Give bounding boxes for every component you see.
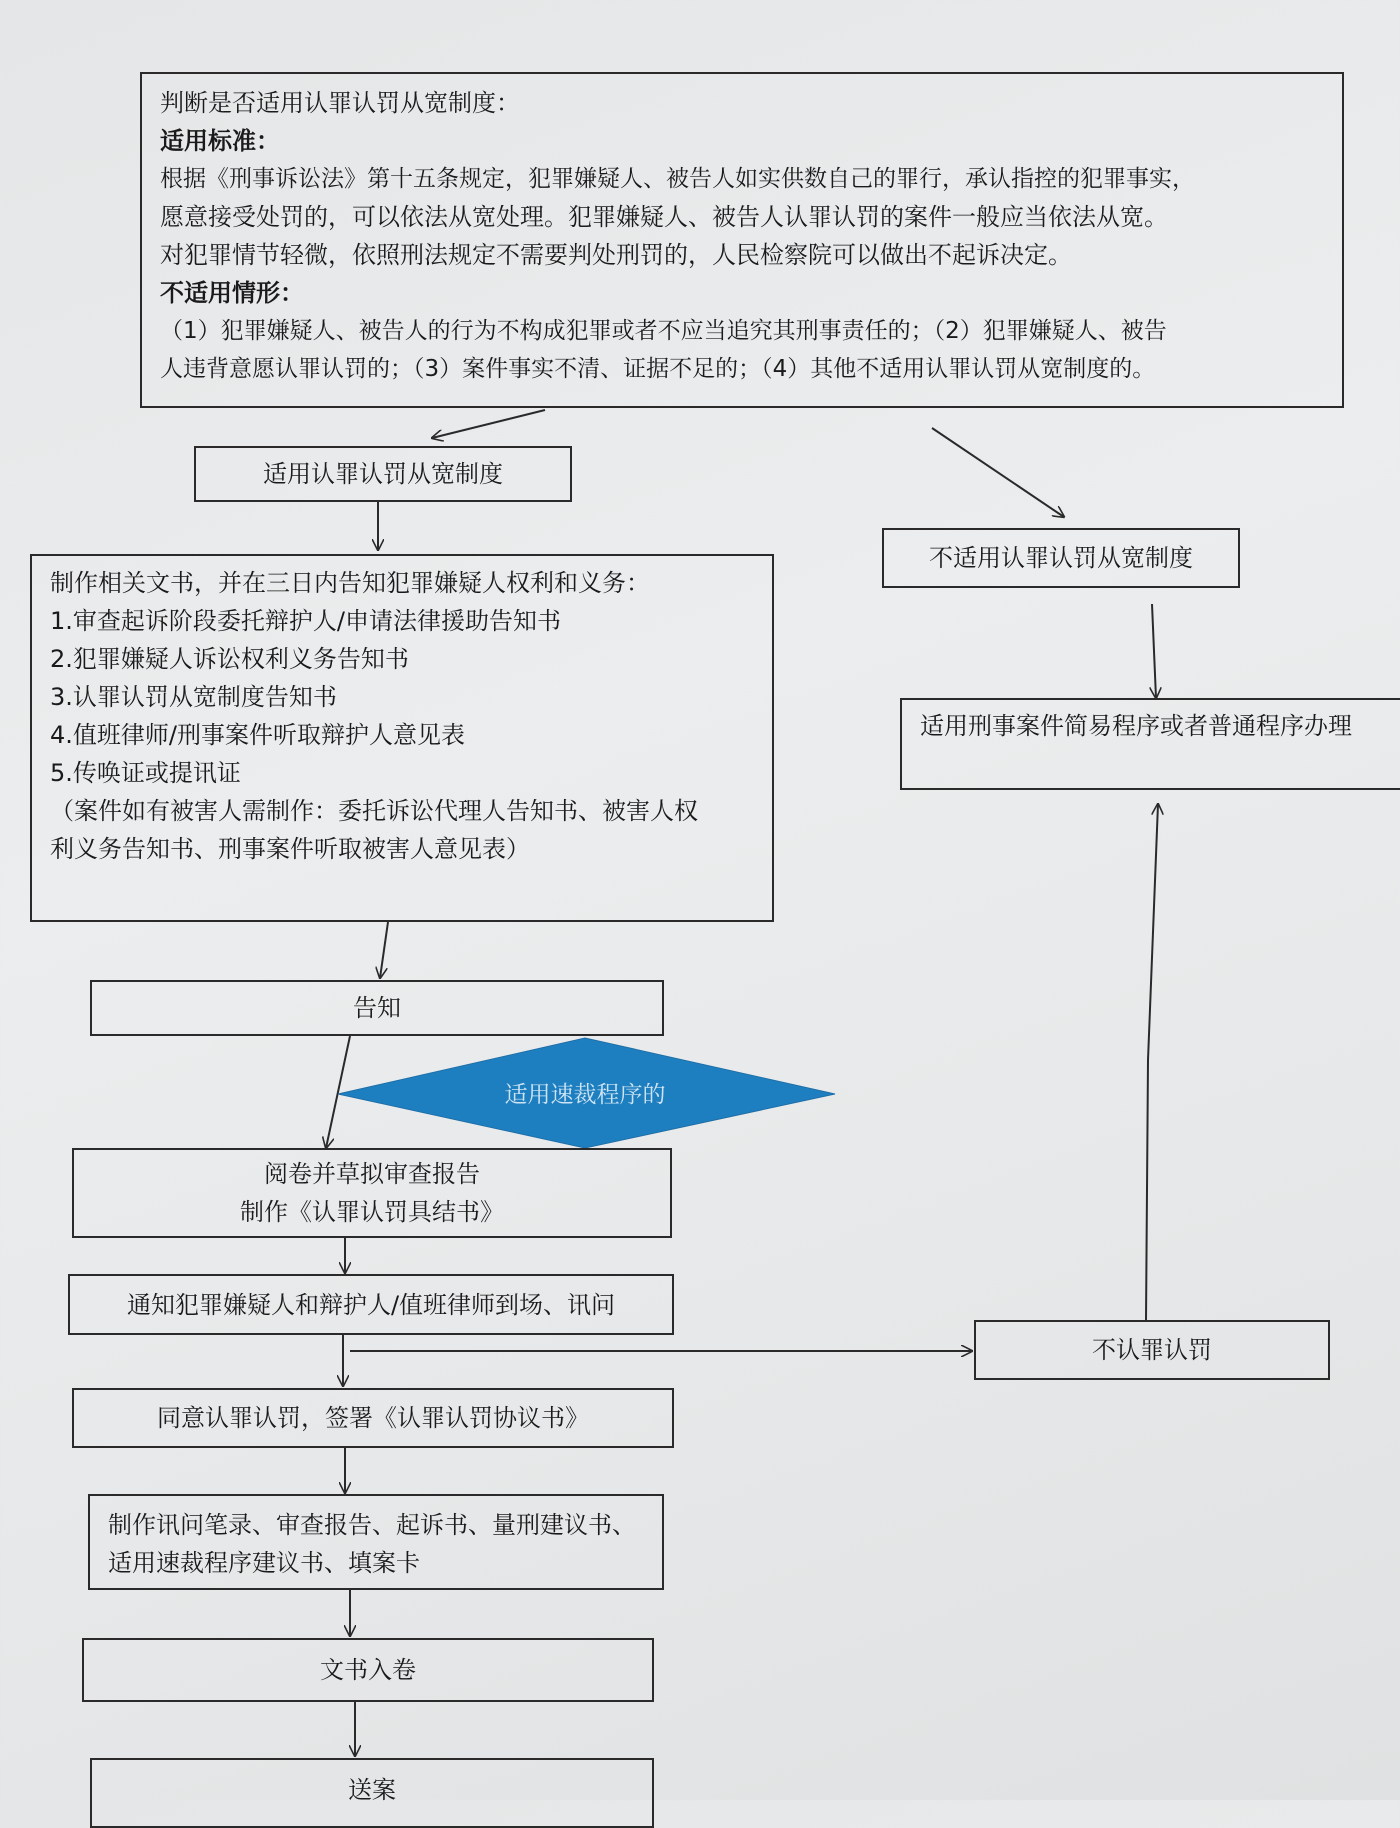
document-item: 1.审查起诉阶段委托辩护人/申请法律援助告知书 [50, 607, 561, 635]
arrow-not-applicable-to-ordinary [1152, 604, 1156, 698]
notify-label: 告知 [353, 994, 401, 1022]
ordinary-procedure-box [900, 698, 1400, 790]
document-item: 2.犯罪嫌疑人诉讼权利义务告知书 [50, 645, 409, 673]
review-line: 阅卷并草拟审查报告 [264, 1160, 480, 1188]
documents-box [30, 554, 774, 922]
documents-note: 利义务告知书、刑事案件听取被害人意见表） [50, 835, 530, 863]
not-applicable-box [882, 528, 1240, 588]
applicable-box [194, 446, 572, 502]
no-plea-label: 不认罪认罚 [1092, 1336, 1212, 1364]
prepare-box [88, 1494, 664, 1590]
prepare-line: 适用速裁程序建议书、填案卡 [108, 1549, 420, 1577]
review-box [72, 1148, 672, 1238]
transfer-box [90, 1758, 654, 1828]
standard-line: 愿意接受处罚的，可以依法从宽处理。犯罪嫌疑人、被告人认罪认罚的案件一般应当依法从宽。 [160, 203, 1168, 231]
agree-box [72, 1388, 674, 1448]
summon-box [68, 1274, 674, 1335]
document-item: 4.值班律师/刑事案件听取辩护人意见表 [50, 721, 465, 749]
review-line: 制作《认罪认罚具结书》 [240, 1198, 504, 1226]
standard-line: 根据《刑事诉讼法》第十五条规定，犯罪嫌疑人、被告人如实供数自己的罪行，承认指控的犯罪事实， [160, 166, 1195, 192]
documents-title: 制作相关文书，并在三日内告知犯罪嫌疑人权利和义务： [50, 569, 650, 597]
documents-note: （案件如有被害人需制作：委托诉讼代理人告知书、被害人权 [50, 797, 698, 825]
arrow-no-plea-to-ordinary [1146, 804, 1158, 1320]
exclusion-heading: 不适用情形： [160, 279, 304, 307]
criteria-title: 判断是否适用认罪认罚从宽制度： [160, 89, 520, 117]
applicable-label: 适用认罪认罚从宽制度 [263, 460, 503, 488]
transfer-label: 送案 [348, 1776, 396, 1804]
exclusion-line: （1）犯罪嫌疑人、被告人的行为不构成犯罪或者不应当追究其刑事责任的；（2）犯罪嫌疑人、被告 [160, 318, 1167, 344]
ordinary-procedure-label: 适用刑事案件简易程序或者普通程序办理 [920, 712, 1352, 740]
file-label: 文书入卷 [320, 1656, 416, 1684]
arrow-criteria-to-not-applicable [932, 428, 1064, 517]
file-box [82, 1638, 654, 1702]
notify-box [90, 980, 664, 1036]
arrow-documents-to-notify [380, 922, 388, 978]
agree-label: 同意认罪认罚，签署《认罪认罚协议书》 [157, 1404, 589, 1432]
summon-label: 通知犯罪嫌疑人和辩护人/值班律师到场、讯问 [126, 1290, 616, 1319]
standard-heading: 适用标准： [160, 127, 280, 155]
criteria-box [140, 72, 1344, 408]
fast-track-label: 适用速裁程序的 [504, 1082, 666, 1108]
document-item: 3.认罪认罚从宽制度告知书 [50, 683, 337, 711]
prepare-line: 制作讯问笔录、审查报告、起诉书、量刑建议书、 [108, 1511, 636, 1539]
document-item: 5.传唤证或提讯证 [50, 759, 241, 787]
arrow-criteria-to-applicable [432, 410, 545, 438]
exclusion-line: 人违背意愿认罪认罚的；（3）案件事实不清、证据不足的；（4）其他不适用认罪认罚从宽制度的。 [160, 356, 1156, 382]
standard-line: 对犯罪情节轻微，依照刑法规定不需要判处刑罚的，人民检察院可以做出不起诉决定。 [160, 241, 1072, 269]
no-plea-box [974, 1320, 1330, 1380]
not-applicable-label: 不适用认罪认罚从宽制度 [929, 544, 1193, 572]
